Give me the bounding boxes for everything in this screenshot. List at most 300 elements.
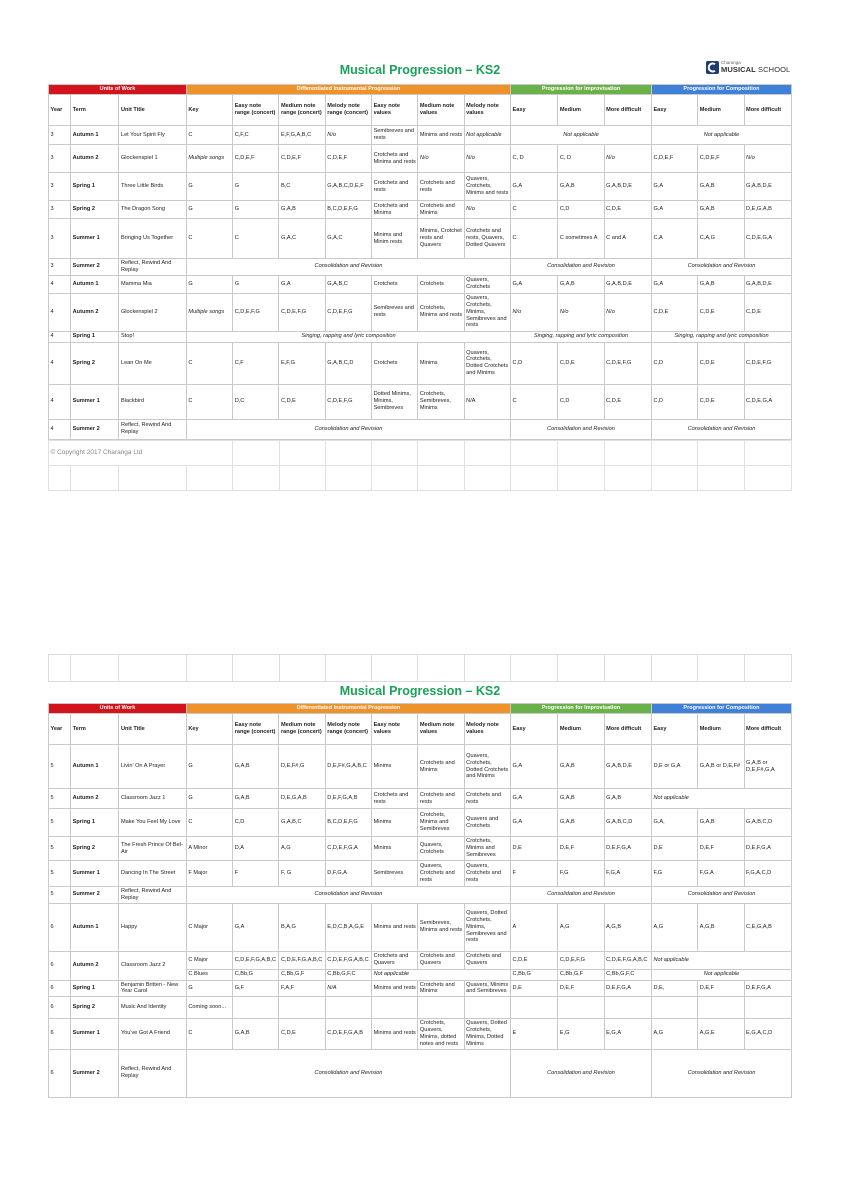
composition-cell: A,G [651,903,697,951]
improvisation-cell: D,E,F [558,837,604,861]
improvisation-cell: C,D,E [558,342,604,384]
column-header: More difficult [604,95,651,126]
composition-cell [698,997,744,1019]
composition-cell: D,E, [651,980,697,997]
cell-7: Semibreves and rests [372,126,418,145]
composition-cell: G,A,B,D,E [744,275,791,293]
term-cell: Spring 2 [71,837,119,861]
composition-span-cell: Not applicable [651,969,791,980]
composition-cell: C,D [651,342,697,384]
table-row [49,1049,792,1097]
unit-title-cell: Benjamin Britten - New Year Carol [119,980,186,997]
consolidation-cell: Consolidation and Revision [186,419,510,439]
term-cell: Spring 1 [71,173,119,201]
cell-8: Crotchets and Minims [418,201,464,219]
cell-7: Crotchets and Quavers [372,951,418,969]
improvisation-cell: G,A [511,745,558,789]
improvisation-cell: D,E,F [558,980,604,997]
cell-3: C [186,342,232,384]
cell-8: Quavers, Crotchets and rests [418,861,464,887]
composition-span-cell: Singing, rapping and lyric composition [651,331,791,342]
column-header: Medium note values [418,714,464,745]
composition-cell: C,D [651,384,697,419]
term-cell: Summer 1 [71,384,119,419]
improvisation-cell: C,D [511,342,558,384]
cell-3: C [186,809,232,837]
table-row [49,837,792,861]
cell-3: C [186,126,232,145]
unit-title-cell: The Fresh Prince Of Bel-Air [119,837,186,861]
unit-title-cell: Bringing Us Together [119,219,186,259]
cell-3: G [186,173,232,201]
column-header: Medium [558,95,604,126]
improvisation-cell: G,A [511,275,558,293]
cell-7: Minims and rests [372,980,418,997]
cell-5: E,F,G [279,342,325,384]
improvisation-cell: G,A,B [558,745,604,789]
term-cell: Summer 1 [71,219,119,259]
cell-5: F,A,F [279,980,325,997]
cell-6: N/o [325,126,371,145]
cell-4: G,A,B [233,1019,279,1049]
band-composition: Progression for Composition [651,704,791,714]
band-units-of-work: Units of Work [49,704,187,714]
progression-table-ks2-2 [48,703,792,1098]
table-row [49,126,792,145]
table-row [49,951,792,969]
improvisation-cell: C,Bb,G,F,C [604,969,651,980]
year-cell: 5 [49,789,71,809]
composition-cell: D,E or G,A [651,745,697,789]
improvisation-cell: E,G,A [604,1019,651,1049]
composition-cell: G,A,B [698,173,744,201]
column-header: Year [49,714,71,745]
column-header: Key [186,714,232,745]
consolidation-cell: Consolidation and Revision [186,1049,510,1097]
band-improvisation: Progression for Improvisation [511,704,652,714]
composition-cell: C,D,E,F [698,145,744,173]
improvisation-cell: A,G [558,903,604,951]
table-row [49,173,792,201]
improvisation-span-cell: Consolidation and Revision [511,887,652,904]
term-cell: Autumn 1 [71,745,119,789]
unit-title-cell: Classroom Jazz 1 [119,789,186,809]
charanga-logo [706,60,792,80]
column-header: Medium [698,714,744,745]
column-header: Easy note range (concert) [233,95,279,126]
year-cell: 3 [49,219,71,259]
improvisation-cell: C,D,E [604,201,651,219]
cell-4: C,D,E,F,G,A,B,C [233,951,279,969]
composition-cell: C,D,E [698,384,744,419]
table-row [49,342,792,384]
table-row [49,980,792,997]
cell-4: D,C [233,384,279,419]
cell-3: Multiple songs [186,145,232,173]
table-row [49,145,792,173]
term-cell: Summer 2 [71,259,119,276]
composition-span-cell: Consolidation and Revision [651,259,791,276]
composition-cell: C,D,E,F,G [744,342,791,384]
unit-title-cell: Lean On Me [119,342,186,384]
cell-9: N/A [464,384,510,419]
cell-5: G,A [279,275,325,293]
column-header: Melody note values [464,714,510,745]
composition-cell: D,E,F,G,A [744,980,791,997]
cell-3: G [186,201,232,219]
table-row [49,275,792,293]
cell-5 [279,997,325,1019]
year-cell: 5 [49,837,71,861]
composition-cell: G,A,B or D,E,F#,G,A [744,745,791,789]
values-span-cell: Not applicable [372,969,511,980]
year-cell: 3 [49,201,71,219]
cell-9: Quavers, Crotchets, Minims and rests [464,173,510,201]
composition-cell: C,D,E [744,293,791,331]
composition-cell: G,A,B,C,D [744,809,791,837]
improvisation-cell: A,G,B [604,903,651,951]
improvisation-cell: C sometimes A [558,219,604,259]
cell-9: Crotchets and Quavers [464,951,510,969]
composition-span-cell: Not applicable [651,951,791,969]
improvisation-cell: C,D,E [511,951,558,969]
cell-4: C,D,E,F [233,145,279,173]
cell-3: C Major [186,903,232,951]
improvisation-cell: C,D,E,F,G [604,342,651,384]
improvisation-cell: C [511,201,558,219]
year-cell: 4 [49,293,71,331]
improvisation-cell: C and A [604,219,651,259]
cell-9: Quavers, Dotted Crotchets, Minims, Semibreves and rests [464,903,510,951]
column-header: Unit Title [119,95,186,126]
cell-8: Minims [418,342,464,384]
improvisation-cell: C, D [558,145,604,173]
composition-cell: E,G,A,C,D [744,1019,791,1049]
year-cell: 6 [49,997,71,1019]
page-title-2: Musical Progression – KS2 [339,684,501,698]
cell-7: Minims [372,837,418,861]
column-header: Term [71,714,119,745]
cell-8: Crotchets, Minims and Semibreves [418,809,464,837]
column-header: Easy note range (concert) [233,714,279,745]
band-units-of-work: Units of Work [49,85,187,95]
cell-7: Minims [372,809,418,837]
cell-3: C [186,219,232,259]
logo-brand-text: MUSICAL SCHOOL [721,65,791,74]
cell-7: Crotchets and Minims and rests [372,145,418,173]
unit-title-cell: Reflect, Rewind And Replay [119,887,186,904]
unit-title-cell: Blackbird [119,384,186,419]
improvisation-cell: C, D [511,145,558,173]
year-cell: 5 [49,809,71,837]
unit-title-cell: Happy [119,903,186,951]
cell-8: Crotchets and rests [418,173,464,201]
cell-8: Crotchets, Minims and rests [418,293,464,331]
cell-8: Crotchets and Quavers [418,951,464,969]
cell-8: Crotchets [418,275,464,293]
composition-cell: D,E,F [698,837,744,861]
cell-6: C,D,E,F,G,A,B,C [325,951,371,969]
cell-4: G,F [233,980,279,997]
composition-span-cell: Not applicable [651,789,791,809]
year-cell: 4 [49,384,71,419]
unit-title-cell: Dancing In The Street [119,861,186,887]
composition-cell: C,D,E,F [651,145,697,173]
cell-5: C,D,E [279,1019,325,1049]
range-cell: C,Bb,G [233,969,279,980]
composition-cell: A,G,E [698,1019,744,1049]
composition-cell: A,G,B [698,903,744,951]
cell-4 [233,997,279,1019]
composition-cell [744,997,791,1019]
improvisation-span-cell: Consolidation and Revision [511,419,652,439]
improvisation-cell: C,D,E [604,384,651,419]
cell-7: Crotchets [372,275,418,293]
column-header: Medium note range (concert) [279,714,325,745]
term-cell: Autumn 2 [71,145,119,173]
copyright-text: © Copyright 2017 Charanga Ltd [49,440,233,465]
column-header: Medium note values [418,95,464,126]
term-cell: Autumn 2 [71,789,119,809]
year-cell: 6 [49,903,71,951]
copyright-row-table [48,440,792,491]
unit-title-cell: Let Your Spirit Fly [119,126,186,145]
cell-4: C,D [233,809,279,837]
year-cell: 3 [49,126,71,145]
cell-3: C Major [186,951,232,969]
unit-title-cell: Livin' On A Prayer [119,745,186,789]
composition-span-cell: Consolidation and Revision [651,887,791,904]
improvisation-cell: G,A,B,D,E [604,275,651,293]
improvisation-cell: C [511,219,558,259]
column-header: Medium [698,95,744,126]
cell-7 [372,997,418,1019]
consolidation-cell: Consolidation and Revision [186,887,510,904]
column-header: More difficult [604,714,651,745]
cell-3: C [186,384,232,419]
cell-5: C,D,E,F,G,A,B,C [279,951,325,969]
logo-small-text: Charanga [721,60,741,65]
term-cell: Spring 1 [71,331,119,342]
improvisation-cell [511,997,558,1019]
cell-8: Crotchets and rests [418,789,464,809]
unit-title-cell: Classroom Jazz 2 [119,951,186,980]
composition-cell: N/o [744,145,791,173]
column-header: Unit Title [119,714,186,745]
composition-cell: C,D,E [651,293,697,331]
unit-title-cell: Reflect, Rewind And Replay [119,419,186,439]
unit-title-cell: Reflect, Rewind And Replay [119,259,186,276]
cell-8: Crotchets and Minims [418,980,464,997]
table-row [49,745,792,789]
progression-table-2-wrapper [48,703,792,1098]
year-cell: 4 [49,275,71,293]
improvisation-cell: D,E [511,980,558,997]
improvisation-cell: C,D [558,384,604,419]
column-header: Easy [511,714,558,745]
column-header: Melody note range (concert) [325,714,371,745]
cell-5: G,A,B,C [279,809,325,837]
unit-title-cell: Glockenspiel 2 [119,293,186,331]
cell-9 [464,997,510,1019]
table-row [49,331,792,342]
composition-cell: D,E,G,A,B [744,201,791,219]
cell-7: Crotchets and Minims [372,201,418,219]
year-cell: 4 [49,331,71,342]
term-cell: Summer 1 [71,1019,119,1049]
cell-6: C,D,E,F,G [325,384,371,419]
column-header: Easy note values [372,95,418,126]
composition-span-cell: Consolidation and Revision [651,1049,791,1097]
improvisation-cell [604,997,651,1019]
composition-cell: F,G,A [698,861,744,887]
composition-cell: C,D,E,G,A [744,384,791,419]
composition-cell: C,D,E,G,A [744,219,791,259]
table-row [49,293,792,331]
term-cell: Spring 1 [71,809,119,837]
cell-5: B,C [279,173,325,201]
cell-9: N/o [464,145,510,173]
table-row [49,789,792,809]
unit-title-cell: Three Little Birds [119,173,186,201]
cell-5: C,D,E,F,G [279,293,325,331]
improvisation-cell: G,A,B [604,789,651,809]
cell-7: Semibreves [372,861,418,887]
key-cell: C Blues [186,969,232,980]
cell-4: C,F [233,342,279,384]
table-row [49,809,792,837]
improvisation-cell: E [511,1019,558,1049]
improvisation-cell: C [511,384,558,419]
cell-9: Quavers, Crotchets, Minims, Semibreves and rests [464,293,510,331]
composition-cell: D,E [651,837,697,861]
consolidation-cell: Singing, rapping and lyric composition [186,331,510,342]
table-row [49,259,792,276]
cell-9: Crotchets and rests, Quavers, Dotted Quavers [464,219,510,259]
cell-3: Coming soon... [186,997,232,1019]
improvisation-cell [558,997,604,1019]
column-header: Medium note range (concert) [279,95,325,126]
year-cell: 6 [49,1049,71,1097]
cell-8: N/o [418,145,464,173]
progression-table-1-wrapper [48,84,792,491]
improvisation-cell: G,A,B [558,789,604,809]
improvisation-cell: F [511,861,558,887]
year-cell: 5 [49,745,71,789]
composition-span-cell: Not applicable [651,126,791,145]
term-cell: Spring 2 [71,997,119,1019]
cell-9: Quavers, Crotchets and rests [464,861,510,887]
composition-cell: G,A,B [698,201,744,219]
column-header: Medium [558,714,604,745]
cell-6: B,C,D,E,F,G [325,201,371,219]
cell-6: C,D,E,F [325,145,371,173]
unit-title-cell: Glockenspiel 1 [119,145,186,173]
table-row [49,219,792,259]
cell-5: F, G [279,861,325,887]
cell-6: C,D,E,F,G,A,B [325,1019,371,1049]
cell-5: D,E,G,A,B [279,789,325,809]
cell-4: D,A [233,837,279,861]
composition-cell: G,A, [651,809,697,837]
cell-9: Quavers, Crotchets, Dotted Crotchets and Minims [464,342,510,384]
cell-6: B,C,D,E,F,G [325,809,371,837]
improvisation-cell: G,A,B [558,275,604,293]
year-cell: 6 [49,1019,71,1049]
composition-cell [651,997,697,1019]
year-cell: 5 [49,861,71,887]
cell-4: G,A,B [233,745,279,789]
improvisation-cell: G,A,B [558,173,604,201]
cell-7: Crotchets [372,342,418,384]
composition-cell: G,A [651,201,697,219]
composition-cell: C,E,G,A,B [744,903,791,951]
cell-9: Crotchets and rests [464,789,510,809]
composition-cell: G,A,B [698,809,744,837]
year-cell: 6 [49,980,71,997]
year-cell: 6 [49,951,71,980]
improvisation-cell: D,E [511,837,558,861]
cell-4: C,F,C [233,126,279,145]
cell-6: C,D,E,F,G,A [325,837,371,861]
unit-title-cell: The Dragon Song [119,201,186,219]
improvisation-cell: N/o [511,293,558,331]
term-cell: Autumn 2 [71,293,119,331]
range-cell: C,Bb,G,F [279,969,325,980]
term-cell: Summer 1 [71,861,119,887]
cell-8: Minims and rests [418,126,464,145]
improvisation-span-cell: Consolidation and Revision [511,259,652,276]
table-row [49,384,792,419]
cell-4: G [233,275,279,293]
improvisation-cell: E,G [558,1019,604,1049]
progression-table-ks2-1 [48,84,792,440]
improvisation-cell: C,D,E,F,G [558,951,604,969]
cell-5: C,D,E [279,384,325,419]
term-cell: Autumn 1 [71,126,119,145]
year-cell: 3 [49,259,71,276]
cell-7: Minims and rests [372,903,418,951]
range-cell: C,Bb,G,F,C [325,969,371,980]
table-row [49,201,792,219]
cell-6: G,A,C [325,219,371,259]
cell-4: G,A [233,903,279,951]
cell-6: G,A,B,C [325,275,371,293]
column-header: More difficult [744,95,791,126]
cell-8: Semibreves, Minims and rests [418,903,464,951]
cell-5: G,A,C [279,219,325,259]
composition-cell: F,G,A,C,D [744,861,791,887]
improvisation-span-cell: Singing, rapping and lyric composition [511,331,652,342]
cell-5: A,G [279,837,325,861]
cell-5: B,A,G [279,903,325,951]
cell-6 [325,997,371,1019]
cell-8: Quavers, Crotchets [418,837,464,861]
column-header: Easy [651,95,697,126]
composition-cell: G,A,B,D,E [744,173,791,201]
cell-6: D,F,G,A [325,861,371,887]
table-row [49,997,792,1019]
composition-cell: A,G [651,1019,697,1049]
column-header: Year [49,95,71,126]
cell-7: Minims and rests [372,1019,418,1049]
composition-cell: G,A [651,275,697,293]
column-header: Easy note values [372,714,418,745]
cell-3: A Minor [186,837,232,861]
term-cell: Spring 1 [71,980,119,997]
cell-8: Minims, Crotchet rests and Quavers [418,219,464,259]
column-header: Easy [511,95,558,126]
